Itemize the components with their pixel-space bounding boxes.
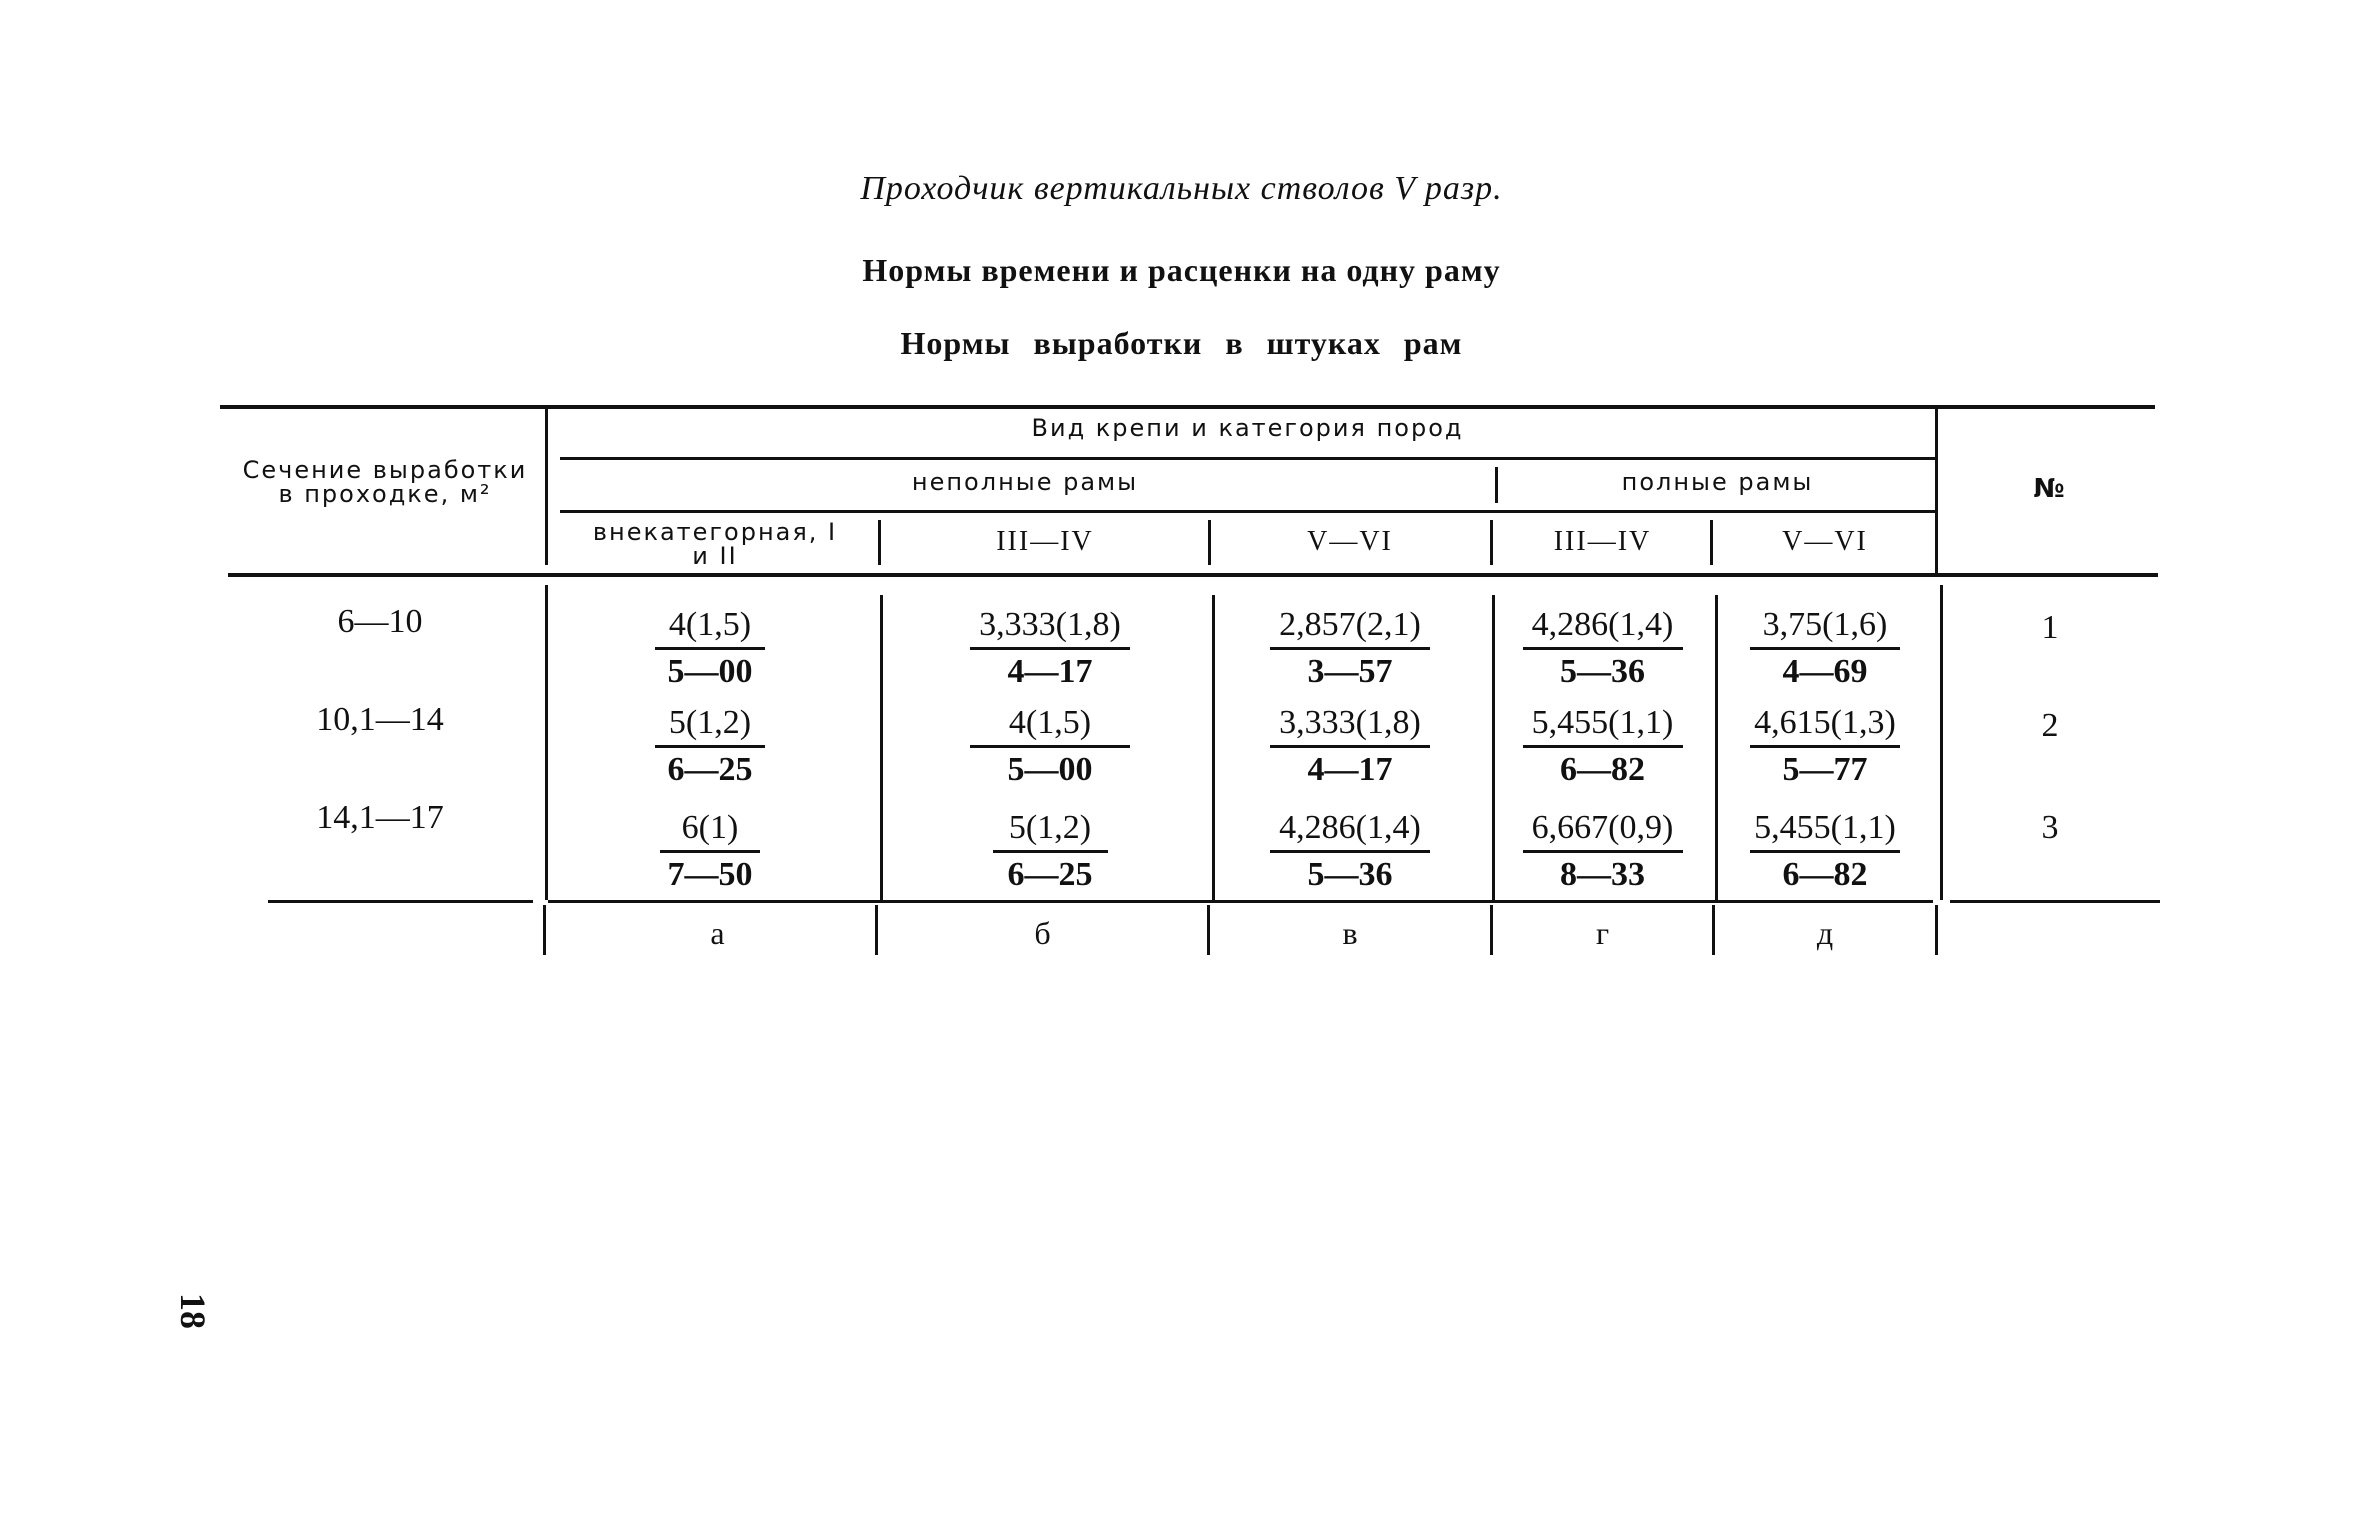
time-norm: 4,286(1,4) bbox=[1531, 606, 1674, 643]
rate-value: 5—36 bbox=[1307, 856, 1393, 893]
column-letter-d: д bbox=[1816, 915, 1834, 951]
table-cell bbox=[1715, 605, 1935, 692]
divider-number-data bbox=[1940, 585, 1943, 900]
data-bottom-rule-right bbox=[1950, 900, 2160, 903]
footer-divider-5 bbox=[1935, 905, 1938, 955]
rate-value: 5—00 bbox=[1007, 751, 1093, 788]
divider-col-1-data bbox=[880, 595, 883, 900]
time-norm: 3,75(1,6) bbox=[1762, 606, 1888, 643]
table-cell bbox=[1495, 808, 1710, 895]
subgroup-incomplete: неполные рамы bbox=[911, 468, 1139, 496]
rate-value: 4—17 bbox=[1307, 751, 1393, 788]
rate-value: 6—82 bbox=[1560, 751, 1645, 788]
time-norm: 6,667(0,9) bbox=[1531, 809, 1674, 846]
time-norm: 5,455(1,1) bbox=[1531, 704, 1674, 741]
fraction-bar bbox=[1270, 850, 1430, 853]
rate-value: 6—25 bbox=[667, 751, 753, 788]
table-cell bbox=[1495, 703, 1710, 790]
table-cell bbox=[610, 703, 810, 790]
table-cell bbox=[1495, 605, 1710, 692]
rate-value: 5—77 bbox=[1782, 751, 1868, 788]
column-header-1: внекатегорная, I и II bbox=[592, 518, 838, 570]
column-header-3: V—VI bbox=[1307, 526, 1393, 557]
rate-value: 3—57 bbox=[1307, 653, 1393, 690]
column-header-2: III—IV bbox=[996, 526, 1094, 557]
subgroup-complete: полные рамы bbox=[1621, 468, 1814, 496]
fraction-bar bbox=[1750, 850, 1900, 853]
table-cell bbox=[1235, 808, 1465, 895]
divider-number bbox=[1935, 405, 1938, 575]
table-cell bbox=[610, 605, 810, 692]
rate-value: 6—25 bbox=[1007, 856, 1093, 893]
rate-value: 8—33 bbox=[1560, 856, 1645, 893]
rate-value: 5—00 bbox=[667, 653, 753, 690]
profession-heading: Проходчик вертикальных стволов V разр. bbox=[860, 170, 1503, 207]
page-number: 18 bbox=[173, 1293, 213, 1329]
column-letter-b: б bbox=[1034, 915, 1051, 951]
row-header: Сечение выработки в проходке, м² bbox=[242, 456, 528, 508]
table-cell bbox=[1235, 605, 1465, 692]
group-header: Вид крепи и категория пород bbox=[1031, 414, 1464, 442]
fraction-bar bbox=[660, 850, 760, 853]
time-norm: 6(1) bbox=[681, 809, 739, 846]
time-norm: 4(1,5) bbox=[668, 606, 752, 643]
fraction-bar bbox=[970, 647, 1130, 650]
footer-divider-3 bbox=[1490, 905, 1493, 955]
fraction-bar bbox=[655, 745, 765, 748]
time-norm: 3,333(1,8) bbox=[1279, 704, 1421, 741]
row-number: 1 bbox=[2041, 609, 2059, 646]
table-cell bbox=[935, 703, 1165, 790]
data-bottom-rule-left bbox=[268, 900, 533, 903]
fraction-bar bbox=[1523, 850, 1683, 853]
fraction-bar bbox=[1750, 647, 1900, 650]
rate-value: 4—17 bbox=[1007, 653, 1093, 690]
divider-col-3 bbox=[1490, 520, 1493, 565]
section-value: 10,1—14 bbox=[316, 701, 444, 738]
table-cell bbox=[1715, 703, 1935, 790]
rate-value: 7—50 bbox=[667, 856, 753, 893]
fraction-bar bbox=[1523, 745, 1683, 748]
divider-col-2-data bbox=[1212, 595, 1215, 900]
footer-divider-1 bbox=[875, 905, 878, 955]
section-value: 14,1—17 bbox=[316, 799, 444, 836]
time-norm: 4(1,5) bbox=[1008, 704, 1092, 741]
number-header: № bbox=[2033, 474, 2067, 504]
fraction-bar bbox=[993, 850, 1108, 853]
table-cell bbox=[610, 808, 810, 895]
divider-col-4 bbox=[1710, 520, 1713, 565]
rate-value: 5—36 bbox=[1560, 653, 1645, 690]
rate-value: 4—69 bbox=[1782, 653, 1868, 690]
footer-divider-0 bbox=[543, 905, 546, 955]
fraction-bar bbox=[1523, 647, 1683, 650]
divider-section-data bbox=[545, 585, 548, 900]
group-header-rule bbox=[560, 457, 1935, 460]
table-cell bbox=[1715, 808, 1935, 895]
section-value: 6—10 bbox=[337, 603, 423, 640]
header-bottom-rule bbox=[228, 573, 2158, 577]
fraction-bar bbox=[1270, 745, 1430, 748]
column-header-5: V—VI bbox=[1782, 526, 1868, 557]
time-norm: 2,857(2,1) bbox=[1279, 606, 1421, 643]
fraction-bar bbox=[1750, 745, 1900, 748]
fraction-bar bbox=[1270, 647, 1430, 650]
divider-section bbox=[545, 405, 548, 565]
subgroup-header-rule bbox=[560, 510, 1935, 513]
fraction-bar bbox=[655, 647, 765, 650]
fraction-bar bbox=[970, 745, 1130, 748]
time-norm: 4,615(1,3) bbox=[1754, 704, 1896, 741]
column-letter-v: в bbox=[1342, 915, 1358, 951]
table-cell bbox=[935, 808, 1165, 895]
time-norm: 5(1,2) bbox=[1008, 809, 1092, 846]
column-letter-a: а bbox=[710, 915, 725, 951]
row-number: 3 bbox=[2041, 809, 2059, 846]
time-norm: 3,333(1,8) bbox=[979, 606, 1121, 643]
time-norm: 4,286(1,4) bbox=[1279, 809, 1421, 846]
row-number: 2 bbox=[2041, 707, 2059, 744]
table-cell bbox=[1235, 703, 1465, 790]
norms-title: Нормы времени и расценки на одну раму bbox=[862, 252, 1501, 288]
data-bottom-rule-mid bbox=[548, 900, 1933, 903]
column-letter-g: г bbox=[1595, 915, 1610, 951]
table-top-rule bbox=[220, 405, 2155, 409]
divider-subgroups bbox=[1495, 467, 1498, 503]
output-title: Нормы выработки в штуках рам bbox=[900, 325, 1463, 361]
table-cell bbox=[935, 605, 1165, 692]
time-norm: 5,455(1,1) bbox=[1754, 809, 1896, 846]
time-norm: 5(1,2) bbox=[668, 704, 752, 741]
rate-value: 6—82 bbox=[1782, 856, 1868, 893]
column-header-4: III—IV bbox=[1553, 526, 1652, 557]
